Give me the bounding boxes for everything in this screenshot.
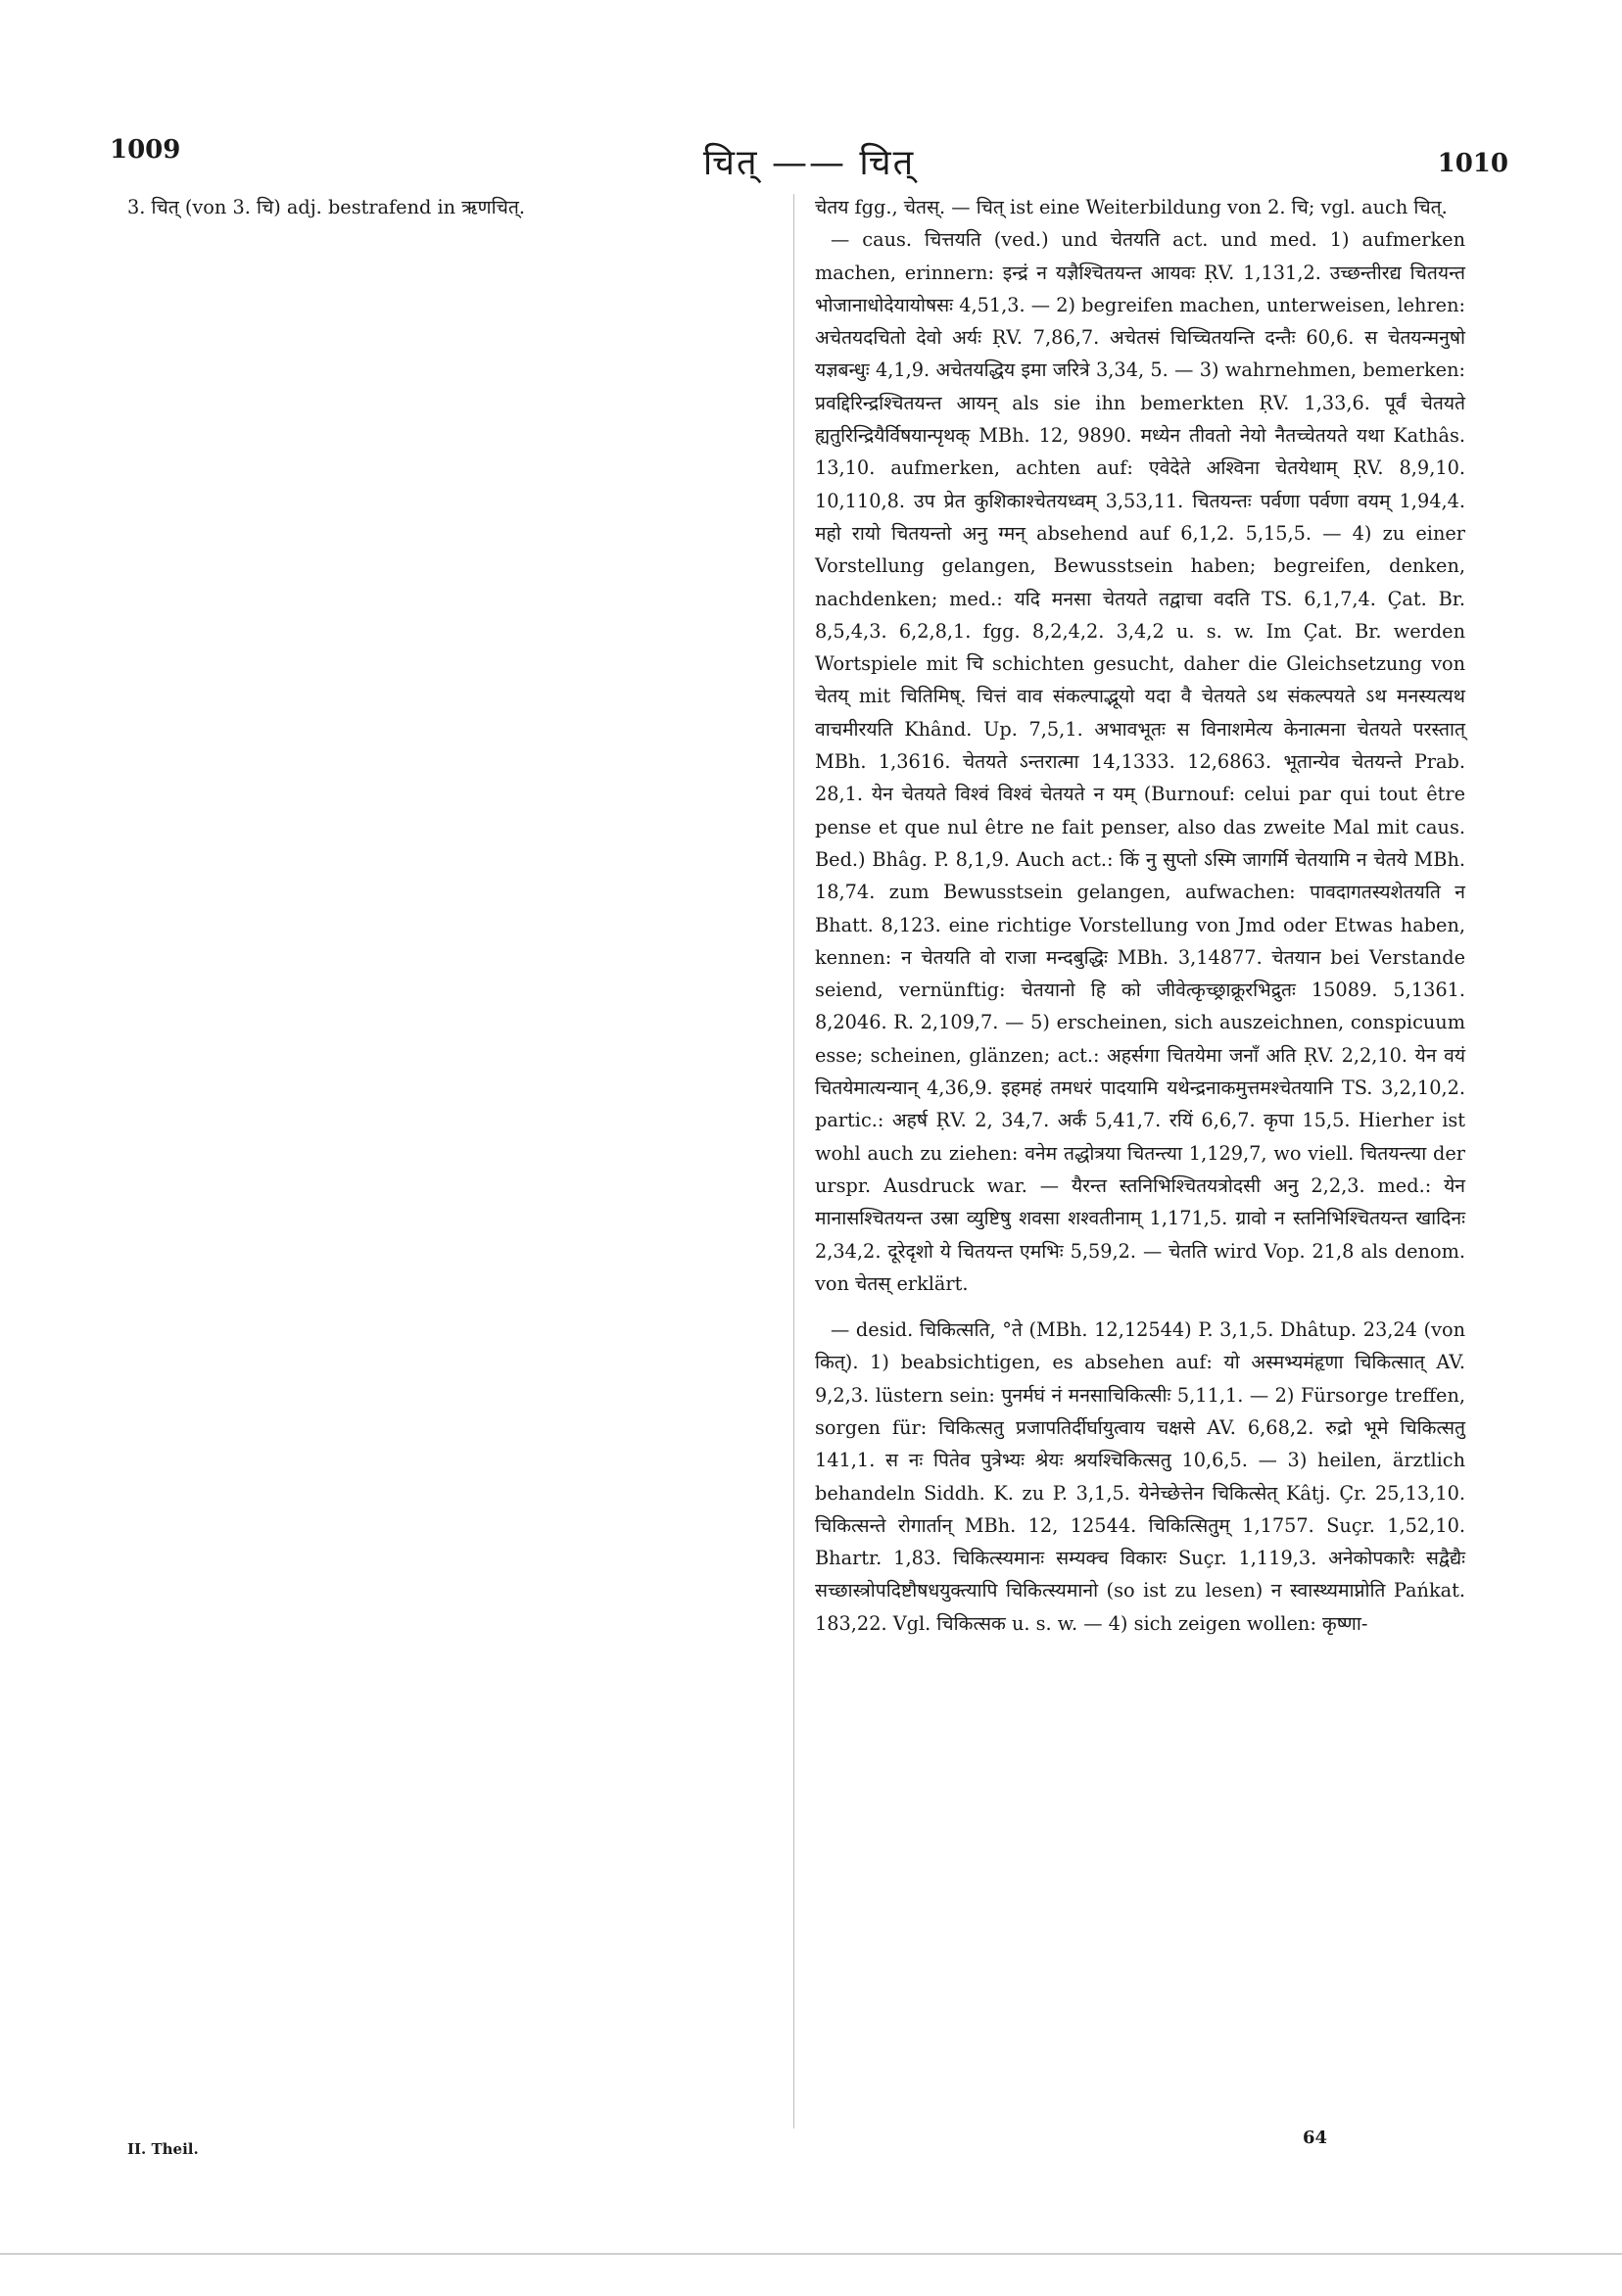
left-column: [127, 191, 778, 223]
bottom-rule: [0, 2253, 1622, 2255]
right-page-number: 1010: [1437, 149, 1508, 178]
entry-paragraph: — desid. चिकित्सति, °ते (MBh. 12,12544) P. 3,1,5. Dhâtup. 23,24 (von कित्). 1) beabsichtigen, es absehen auf: यो अस्मभ्यमंहृणा चिकित्सात् AV. 9,2,3. lüstern sein: पुनर्मघं नं मनसाचिकित्सीः 5,11,1. — 2) Fürsorge treffen, sorgen für: चिकित्सतु प्रजापतिर्दीर्घायुत्वाय चक्षसे AV. 6,68,2. रुद्रो भूमे चिकित्सतु 141,1. स नः पितेव पुत्रेभ्यः श्रेयः श्रयश्चिकित्सतु 10,6,5. — 3) heilen, ärztlich behandeln Siddh. K. zu P. 3,1,5. येनेच्छेत्तेन चिकित्सेत् Kâtj. Çr. 25,13,10. चिकित्सन्ते रोगार्तान् MBh. 12, 12544. चिकित्सितुम् 1,1757. Suçr. 1,52,10. Bhartr. 1,83. चिकित्स्यमानः सम्यक्च विकारः Suçr. 1,119,3. अनेकोपकारैः सद्वैद्यैः सच्छास्त्रोपदिष्टौषधयुक्त्यापि चिकित्स्यमानो (so ist zu lesen) न स्वास्थ्यमाप्नोति Pańkat. 183,22. Vgl. चिकित्सक u. s. w. — 4) sich zeigen wollen: कृष्णा-: [815, 1318, 1465, 1635]
running-headword: चित् —— चित्: [702, 143, 916, 183]
entry-paragraph: 3. चित् (von 3. चि) adj. bestrafend in ऋणचित्.: [127, 196, 525, 218]
page-header: [110, 135, 1508, 182]
entry-paragraph: — caus. चित्तयति (ved.) und चेतयति act. und med. 1) aufmerken machen, erinnern: इन्द्रं न यज्ञैश्चितयन्त आयवः ṚV. 1,131,2. उच्छन्तीरद्य चितयन्त भोजानाधोदेयायोषसः 4,51,3. — 2) begreifen machen, unterweisen, lehren: अचेतयदचितो देवो अर्यः ṚV. 7,86,7. अचेतसं चिच्चितयन्ति दन्तैः 60,6. स चेतयन्मनुषो यज्ञबन्धुः 4,1,9. अचेतयद्धिय इमा जरित्रे 3,34, 5. — 3) wahrnehmen, bemerken: प्रवद्दिरिन्द्रश्चितयन्त आयन् als sie ihn bemerkten ṚV. 1,33,6. पूर्वं चेतयते ह्यतुरिन्द्रियैर्विषयान्पृथक् MBh. 12, 9890. मध्येन तीवतो नेयो नैतच्चेतयते यथा Kathâs. 13,10. aufmerken, achten auf: एवेदेते अश्विना चेतयेथाम् ṚV. 8,9,10. 10,110,8. उप प्रेत कुशिकाश्चेतयध्वम् 3,53,11. चितयन्तः पर्वणा पर्वणा वयम् 1,94,4. महो रायो चितयन्तो अनु ग्मन् absehend auf 6,1,2. 5,15,5. — 4) zu einer Vorstellung gelangen, Bewusstsein haben; begreifen, denken, nachdenken; med.: यदि मनसा चेतयते तद्वाचा वदति TS. 6,1,7,4. Çat. Br. 8,5,4,3. 6,2,8,1. fgg. 8,2,4,2. 3,4,2 u. s. w. Im Çat. Br. werden Wortspiele mit चि schichten gesucht, daher die Gleichsetzung von चेतय् mit चितिमिष्. चित्तं वाव संकल्पाद्भूयो यदा वै चेतयते ऽथ संकल्पयते ऽथ मनस्यत्यथ वाचमीरयति Khând. Up. 7,5,1. अभावभूतः स विनाशमेत्य केनात्मना चेतयते परस्तात् MBh. 1,3616. चेतयते ऽन्तरात्मा 14,1333. 12,6863. भूतान्येव चेतयन्ते Prab. 28,1. येन चेतयते विश्वं विश्वं चेतयते न यम् (Burnouf: celui par qui tout être pense et que nul être ne fait penser, also das zweite Mal mit caus. Bed.) Bhâg. P. 8,1,9. Auch act.: किं नु सुप्तो ऽस्मि जागर्मि चेतयामि न चेतये MBh. 18,74. zum Bewusstsein gelangen, aufwachen: पावदागतस्यशेतयति न Bhatt. 8,123. eine richtige Vorstellung von Jmd oder Etwas haben, kennen: न चेतयति वो राजा मन्दबुद्धिः MBh. 3,14877. चेतयान bei Verstande seiend, vernünftig: चेतयानो हि को जीवेत्कृच्छ्राक्रूरभिद्रुतः 15089. 5,1361. 8,2046. R. 2,109,7. — 5) erscheinen, sich auszeichnen, conspicuum esse; scheinen, glänzen; act.: अहर्सगा चितयेमा जनाँ अति ṚV. 2,2,10. येन वयं चितयेमात्यन्यान् 4,36,9. इहमहं तमधरं पादयामि यथेन्द्रनाकमुत्तमश्चेतयानि TS. 3,2,10,2. partic.: अहर्ष ṚV. 2, 34,7. अर्कं 5,41,7. रयिं 6,6,7. कृपा 15,5. Hierher ist wohl auch zu ziehen: वनेम तद्धोत्रया चितन्त्या 1,129,7, wo viell. चितयन्त्या der urspr. Ausdruck war. — यैरन्त स्तनिभिश्चितयत्रोदसी अनु 2,2,3. med.: येन मानासश्चितयन्त उस्रा व्युष्टिषु शवसा शश्वतीनाम् 1,171,5. ग्रावो न स्तनिभिश्चितयन्त खादिनः 2,34,2. दूरेदृशो ये चितयन्त एमभिः 5,59,2. — चेतति wird Vop. 21,8 als denom. von चेतस् erklärt.: [815, 228, 1465, 1295]
part-label: II. Theil.: [127, 2140, 199, 2158]
left-page-number: 1009: [110, 135, 181, 165]
signature-mark: 64: [1303, 2128, 1328, 2148]
column-divider: [793, 194, 794, 2129]
right-column: [815, 191, 1465, 1640]
entry-paragraph: चेतय fgg., चेतस्. — चित् ist eine Weiterbildung von 2. चि; vgl. auch चित्.: [815, 196, 1448, 218]
